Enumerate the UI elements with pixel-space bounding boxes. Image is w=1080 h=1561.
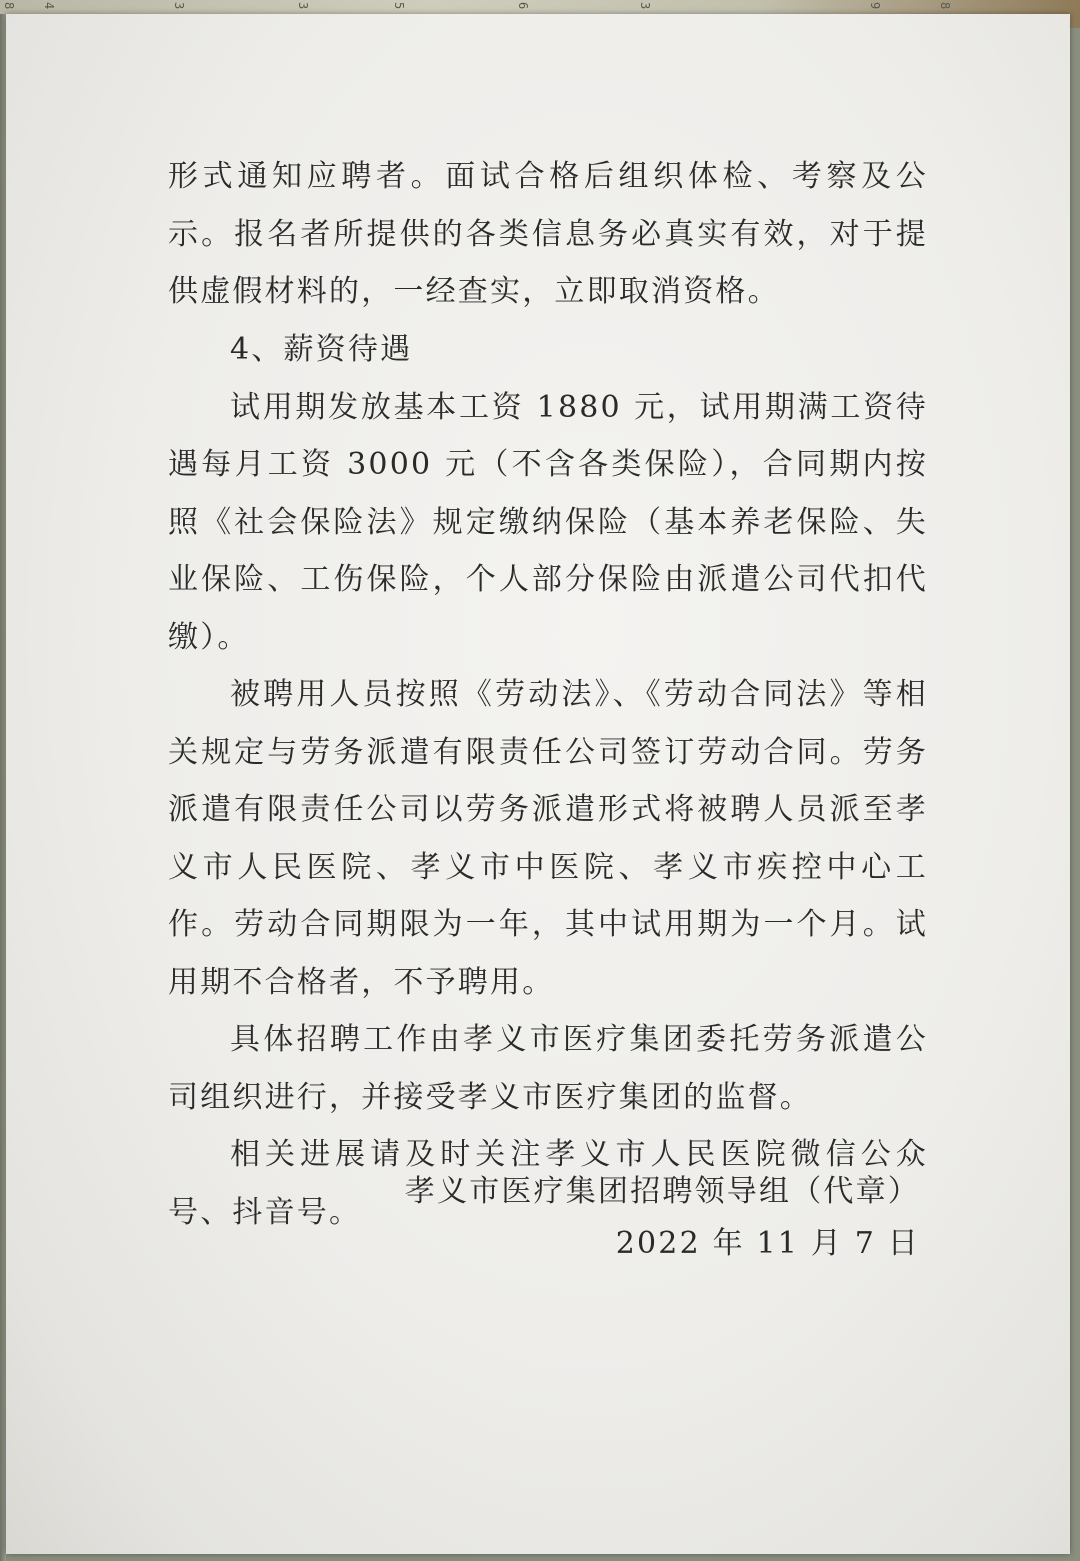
signature-date: 2022 年 11 月 7 日: [615, 1226, 920, 1261]
section-heading-salary: 4、薪资待遇: [230, 331, 413, 367]
paragraph-salary: 试用期发放基本工资 1880 元，试用期满工资待遇每月工资 3000 元（不含各类保险），合同期内按照《社会保险法》规定缴纳保险（基本养老保险、失业保险、工伤保险，个人部分保险由派遣公司代扣代缴）。: [168, 389, 928, 655]
ruler-mark: 5: [392, 2, 406, 11]
ruler-mark: 8: [2, 2, 16, 11]
signature-organization: 孝义市医疗集团招聘领导组（代章）: [404, 1174, 920, 1209]
paragraph-interview-notice: 形式通知应聘者。面试合格后组织体检、考察及公示。报名者所提供的各类信息务必真实有效，对于提供虚假材料的，一经查实，立即取消资格。: [168, 159, 928, 309]
paragraph-follow-updates: 相关进展请及时关注孝义市人民医院微信公众号、抖音号。: [168, 1137, 928, 1230]
paragraph-supervision: 具体招聘工作由孝义市医疗集团委托劳务派遣公司组织进行，并接受孝义市医疗集团的监督。: [168, 1022, 928, 1115]
ruler-mark: 4: [42, 2, 56, 11]
ruler-mark: 3: [172, 2, 186, 11]
document-body: [168, 148, 928, 1241]
ruler-mark: 3: [296, 2, 310, 11]
paragraph-labor-contract: 被聘用人员按照《劳动法》、《劳动合同法》等相关规定与劳务派遣有限责任公司签订劳动合同。劳务派遣有限责任公司以劳务派遣形式将被聘人员派至孝义市人民医院、孝义市中医院、孝义市疾控中心工作。劳动合同期限为一年，其中试用期为一个月。试用期不合格者，不予聘用。: [168, 677, 928, 1000]
signature-block: [405, 1166, 920, 1270]
ruler-mark: 6: [516, 2, 530, 11]
ruler-mark: 9: [868, 2, 882, 11]
ruler-mark: 3: [638, 2, 652, 11]
ruler-mark: 8: [938, 2, 952, 11]
